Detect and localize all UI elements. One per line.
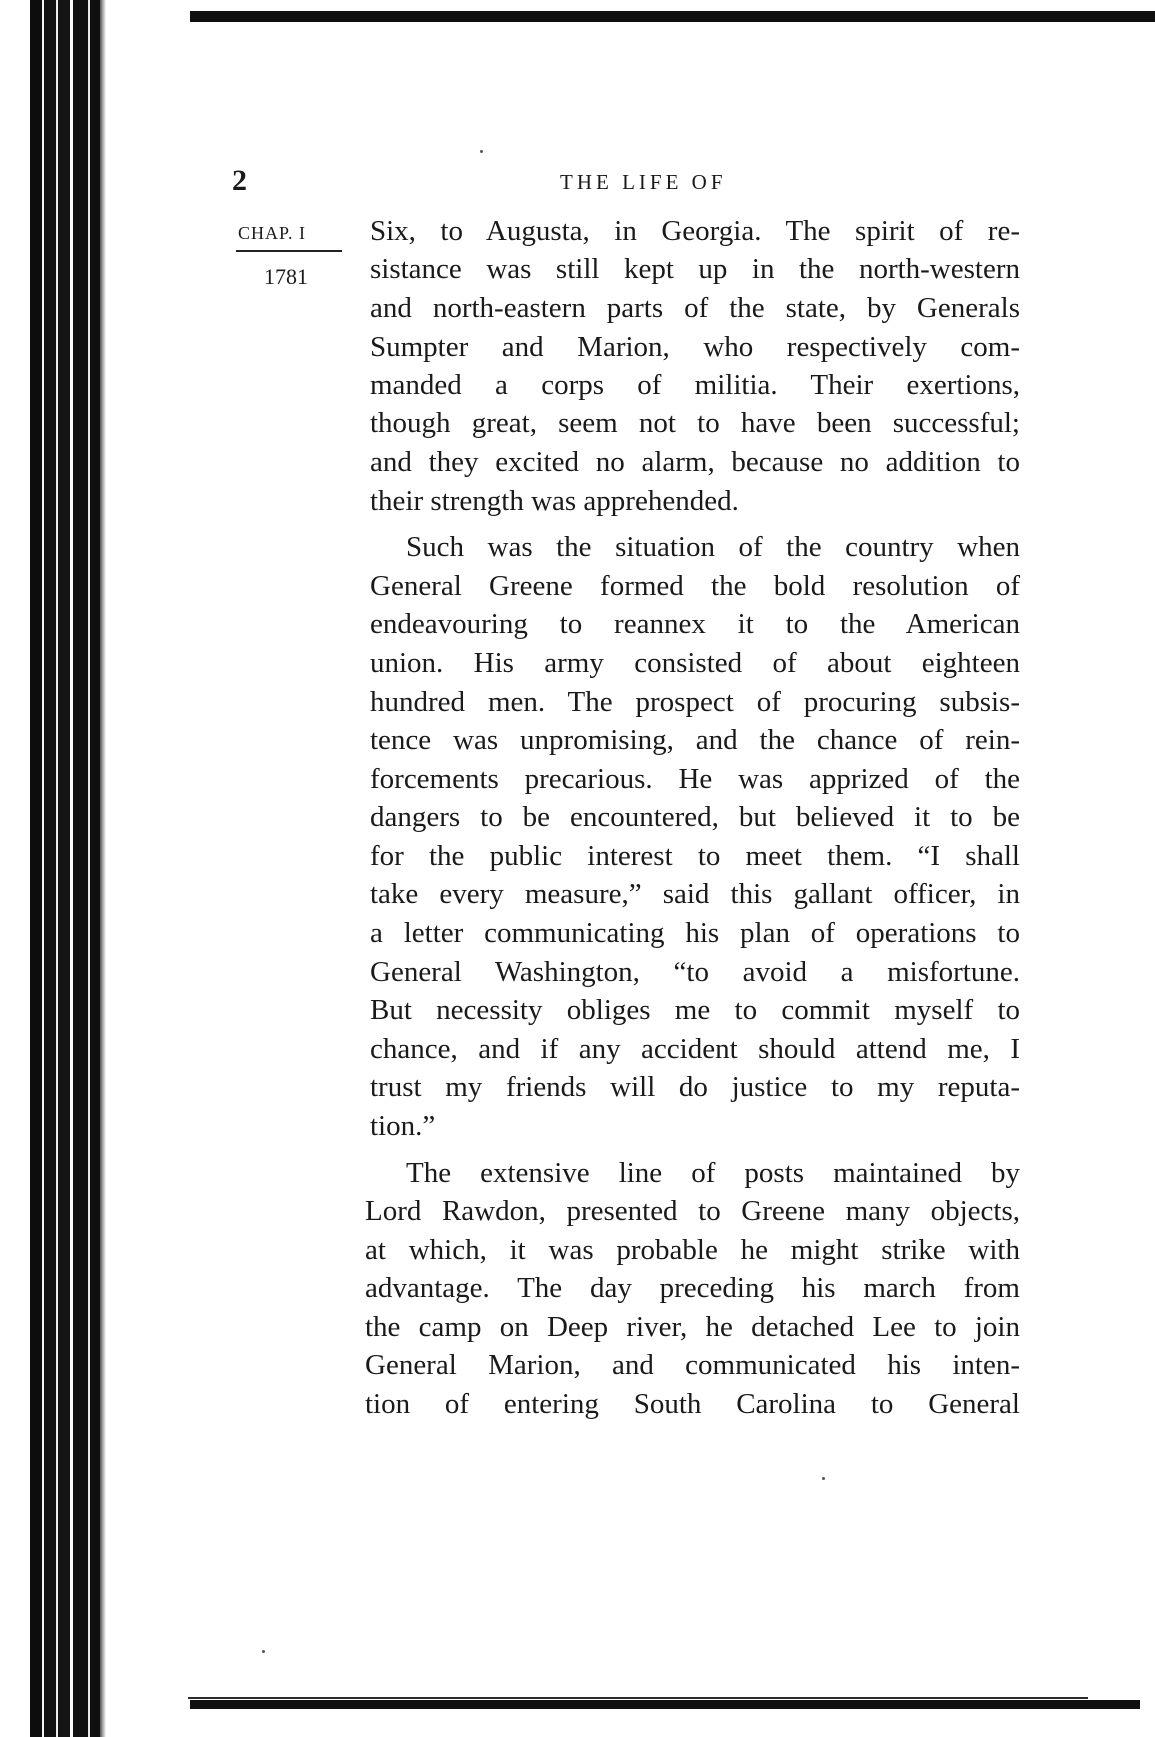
text-line: trust my friends will do justice to my reputa- <box>370 1071 1020 1103</box>
paper-speck <box>262 1650 265 1653</box>
text-line: though great, seem not to have been successful; <box>370 407 1020 439</box>
margin-year: 1781 <box>264 264 308 289</box>
text-line: Six, to Augusta, in Georgia. The spirit of re- <box>370 215 1020 247</box>
text-line: at which, it was probable he might strike with <box>365 1234 1020 1266</box>
text-line: The extensive line of posts maintained by <box>406 1157 1020 1189</box>
text-line: But necessity obliges me to commit myself to <box>370 994 1020 1026</box>
text-line: advantage. The day preceding his march from <box>365 1272 1020 1304</box>
text-line: tence was unpromising, and the chance of rein- <box>370 724 1020 756</box>
text-line: manded a corps of militia. Their exertions, <box>370 369 1020 401</box>
text-line: and they excited no alarm, because no addition to <box>370 446 1020 478</box>
text-line: sistance was still kept up in the north-western <box>370 253 1020 285</box>
text-line: and north-eastern parts of the state, by Generals <box>370 292 1020 324</box>
text-line: take every measure,” said this gallant officer, in <box>370 878 1020 910</box>
text-line: dangers to be encountered, but believed it to be <box>370 801 1020 833</box>
book-spine-shadow <box>30 0 100 1737</box>
text-line: hundred men. The prospect of procuring subsis- <box>370 686 1020 718</box>
text-line: tion.” <box>370 1110 436 1142</box>
text-line: for the public interest to meet them. “I shall <box>370 840 1020 872</box>
text-line: Sumpter and Marion, who respectively com- <box>370 331 1020 363</box>
bottom-thin-rule <box>188 1697 1088 1699</box>
text-line: union. His army consisted of about eighteen <box>370 647 1020 679</box>
text-line: General Greene formed the bold resolution of <box>370 570 1020 602</box>
text-line: the camp on Deep river, he detached Lee to join <box>365 1311 1020 1343</box>
text-line: a letter communicating his plan of operations to <box>370 917 1020 949</box>
margin-chapter-label: CHAP. I <box>238 223 307 243</box>
text-line: tion of entering South Carolina to General <box>365 1388 1020 1420</box>
text-line: endeavouring to reannex it to the American <box>370 608 1020 640</box>
paper-speck <box>480 150 483 153</box>
spine-edge <box>100 0 106 1737</box>
top-border-rule <box>190 11 1155 22</box>
text-line: their strength was apprehended. <box>370 485 739 517</box>
page-number: 2 <box>232 164 247 197</box>
margin-rule <box>236 250 342 252</box>
text-line: chance, and if any accident should attend me, I <box>370 1033 1020 1065</box>
running-head: THE LIFE OF <box>560 170 727 194</box>
paper-speck <box>822 1477 825 1480</box>
text-line: forcements precarious. He was apprized of the <box>370 763 1020 795</box>
text-line: General Marion, and communicated his inten- <box>365 1349 1020 1381</box>
text-line: General Washington, “to avoid a misfortune. <box>370 956 1020 988</box>
bottom-border-rule <box>190 1700 1140 1709</box>
text-line: Such was the situation of the country when <box>406 531 1020 563</box>
text-line: Lord Rawdon, presented to Greene many objects, <box>365 1195 1020 1227</box>
